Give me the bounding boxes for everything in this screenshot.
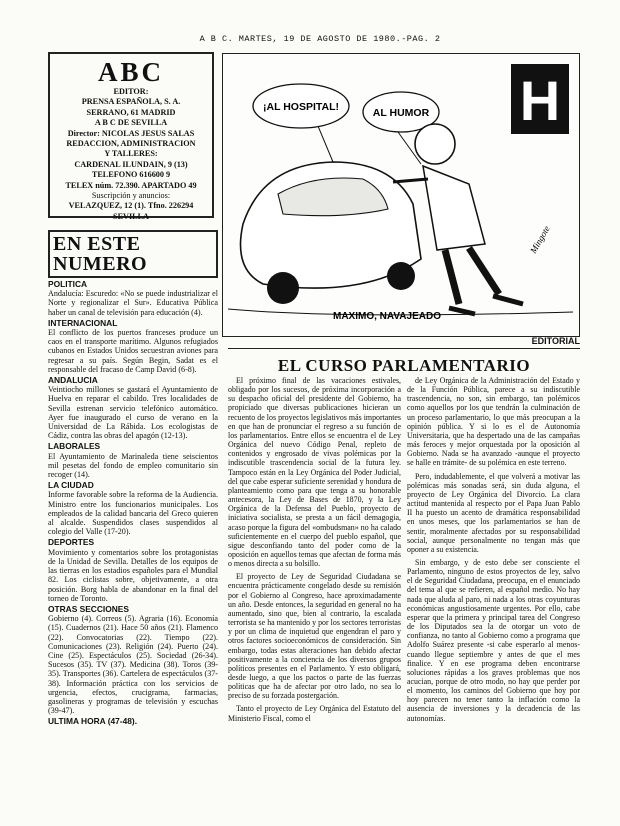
editorial-paragraph: Sin embargo, y de esto debe ser consciente el Parlamento, ninguno de estos proyectos de ley, salvo el de Seguridad Ciudadana, preocupa, en el enunciado del tema al que se refieren, al español medio. No hay nada que aluda al paro, ni nada a los otras coyunturas económicas angustiosamente urgentes. Por ello, cabe esperar que la primera y principal tarea del Congreso de los Diputados sea la de otorgar un voto de confianza, no tanto al Gobierno como a programa que Adolfo Suárez presente -si cabe esperarlo al menos- cuando llegue septiembre y antes de que el mes finalice. Y en ese programa deben encontrarse soluciones rápidas a los graves problemas que nos acucian, porque de otro modo, no hay que perder por el momento, los caminos del Gobierno que hoy por hoy parecen no tener tanto la inflación como la ausencia de inversiones y la decadencia de las autonomías. [407,557,580,723]
man-coat [423,166,485,250]
man-legs [445,248,499,304]
masthead-line: Suscripción y anuncios: [91,191,171,201]
index-section-heading: INTERNACIONAL [48,317,118,328]
index-section-heading: LABORALES [48,441,101,452]
index-section-heading: OTRAS SECCIONES [48,603,129,614]
masthead-line: TELEFONO 616600 9 [91,170,171,180]
editorial-headline: EL CURSO PARLAMENTARIO [277,356,531,375]
editorial-paragraph: Pero, indudablemente, el que volverá a motivar las polémicas más sonadas será, sin duda alguna, el proyecto de Ley Orgánica del Divorcio. La clara actitud mantenida al respecto por el Papa Juan Pablo II ha puesto un acento de dramática responsabilidad en unos meses, que los parlamentarios se han de sentir, moralmente afectados por su responsabilidad social, aunque personalmente no tengan más que oponer a su existencia. [407,471,580,554]
masthead-line: CARDENAL ILUNDAIN, 9 (13) [74,159,188,169]
editorial-paragraph: El próximo final de las vacaciones estivales, obligado por los sucesos, de próxima incorporación a su despacho oficial del presidente del Gobierno, ha propiciado que diversas publicaciones hicieran un recuento de los proyectos legislativos más importantes en que han de pronunciar el regreso a su función de los parlamentarios. Entre ellos se encuentra el de Ley Orgánica del nuevo Código Penal, repleto de contenidos y engrosado de vivas polémicas por la indiscutible trascendencia social de la futura ley. Tampoco están en la Ley Orgánica del Poder Judicial, del que cabe esperar suficiente serenidad y hondura de planteamiento como para que tenga a su honorable antecesora, la Ley de Bases de 1870, y la Ley Orgánica de la Defensa del Pueblo, proyecto de iniciativa socialista, se presta a un fácil demagogia, acaso porque la figura del «ombudsman» no ha calado suficientemente en el cuerpo del pueblo español, que sigue desconfiando tanto del poder como de la oposición en aquellos temas que afectan de forma más o menos directa a su bolsillo. [228,376,401,569]
man-head [415,124,455,164]
index-section-heading: ANDALUCIA [48,375,98,386]
index-section-text: Informe favorable sobre la reforma de la Audiencia. Ministro entre los funcionarios municipales. Los empleados de la calidad bancaria del Greco quieren al alcalde. Suspendidos clases suspendidos al colegio del Valle (17-20). [48,490,218,537]
editorial-paragraph: El proyecto de Ley de Seguridad Ciudadana se encuentra prácticamente congelado desde su remisión por el Gobierno al Congreso, hace aproximadamente un año. Desde entonces, la seguridad en general no ha aumentado, sino que, bien al contrario, la escalada terrorista se ha mantenido y por los sectores terroristas y por un clima de inquietud que engendran el paro y otros factores socioeconómicos de consideración. Sin embargo, todas estas alteraciones han debido afectar positivamente a la conciencia de los diversos grupos políticos presentes en el Parlamento. Y esto obligará, desde luego, a que los pactos o parte de las fuerzas políticas que ha de afectar por otro lado, no sea lo preciso de su forzada postergación. [228,572,401,701]
masthead-line: TELEX núm. 72.390. APARTADO 49 [65,180,197,190]
editorial-paragraph: Tanto el proyecto de Ley Orgánica del Estatuto del Ministerio Fiscal, como el [228,704,401,723]
page-header: A B C. MARTES, 19 DE AGOSTO DE 1980.-PAG. 2 [199,34,441,44]
hospital-sign-letter: H [519,69,561,132]
editorial-cartoon [222,53,580,337]
bubble-1-tail [318,126,333,162]
car-wheel-rear [387,262,415,290]
masthead-line: EDITOR: [113,87,149,96]
masthead-logo: ABC [97,57,164,87]
speech-bubble-1-text: ¡AL HOSPITAL! [262,101,340,113]
index-title: EN ESTE NUMERO [48,230,218,278]
index-section-text: Movimiento y comentarios sobre los protagonistas de la Unidad de Sevilla. Detalles de los equipos de las tierras en los estadios españoles para el Mundial 82. Los ciclistas sobre, objetivamente, a otra posición. Borg habla de abandonar en la final del torneo de Toronto. [48,547,218,603]
masthead-line: REDACCION, ADMINISTRACION [66,139,196,149]
index-section-heading: POLITICA [48,279,88,289]
cartoon-drawing [223,54,578,335]
cartoonist-signature: Mingote [528,224,552,255]
car-wheel-front [267,272,299,304]
editorial-column-2 [407,376,580,723]
index-section-text: Veintiocho millones se gastará el Ayuntamiento de Huelva en reparar el cabildo. Tres localidades de Sevilla estrenan servicio telefónico automático. Ayer fue inaugurado el curso de verano en la Universidad de La Rábida. Los ecologistas de Cádiz, contra las obras del apagón (12-13). [48,385,218,441]
masthead-line: Director: NICOLAS JESUS SALAS [67,128,195,138]
index-section-heading: LA CIUDAD [48,480,94,491]
masthead-line: SEVILLA [113,211,149,221]
editorial-column-1 [228,376,401,723]
index-section-heading: ULTIMA HORA (47-48). [48,716,138,727]
index-section-text: Andalucía: Escuredo: «No se puede industrializar el Norte y regionalizar el Sur». Educativa Pública haber un canal de televisión para educación (4). [48,289,218,317]
index-section-text: Gobierno (4). Correos (5). Agraria (16). Economía (15). Cuadernos (21). Hace 50 años (21). Flamenco (22). Convocatorias (22). Tiempo (22). Comunicaciones (23). Religión (24). Puerto (24). Cine (25). Espectáculos (25). Sociedad (26-34). Sucesos (35). TV (37). Medicina (38). Toros (39-35). Transportes (36). Cartelera de espectáculos (37-38). Información práctica con los servicios de urgencia, efectos, crucigrama, farmacias, gasolineras y programas de televisión y escuchas (39-47). [48,614,218,716]
masthead-line: Y TALLERES: [104,149,158,159]
editorial-paragraph: de Ley Orgánica de la Administración del Estado y de la Función Pública, parece a su indiscutible trascendencia, no son, sin embargo, tan polémicos como aquellos por los que tendrán la culminación de un proceso parlamentario, lo que más preocupan a la opinión pública. Y si lo es el de Autonomía Universitaria, que ha despertado una de las campañas más feroces y mejor orquestada por la oposición al Gobierno. Nada se ha avanzado -aunque el proyecto se halle en trámite- de su polémica en este terreno. [407,376,580,468]
masthead-box [48,52,214,221]
index-panel [48,230,218,727]
index-section-text: El Ayuntamiento de Marinaleda tiene seiscientos mil pesetas del fondo de empleo comunitario sin recoger (14). [48,451,218,480]
index-section-text: El conflicto de los puertos franceses produce un caos en el transporte marítimo. Algunos refugiados cubanos en Estados Unidos secuestran aviones para regresar a su país. Según Begin, Sadat es el responsable del fracaso de Camp David (6-8). [48,328,218,374]
editorial-rule-top [228,348,580,349]
masthead-line: VELAZQUEZ, 12 (1). Tfno. 226294 [68,201,194,211]
cartoon-caption: MAXIMO, NAVAJEADO [333,311,441,322]
masthead-line: A B C DE SEVILLA [94,118,168,128]
masthead-line: PRENSA ESPAÑOLA, S. A. [81,97,181,107]
speech-bubble-2-text: AL HUMOR [372,107,430,119]
masthead-line: SERRANO, 61 MADRID [86,107,176,117]
index-section-heading: DEPORTES [48,537,95,548]
editorial-label: EDITORIAL [531,336,580,346]
man-arm [393,179,428,182]
